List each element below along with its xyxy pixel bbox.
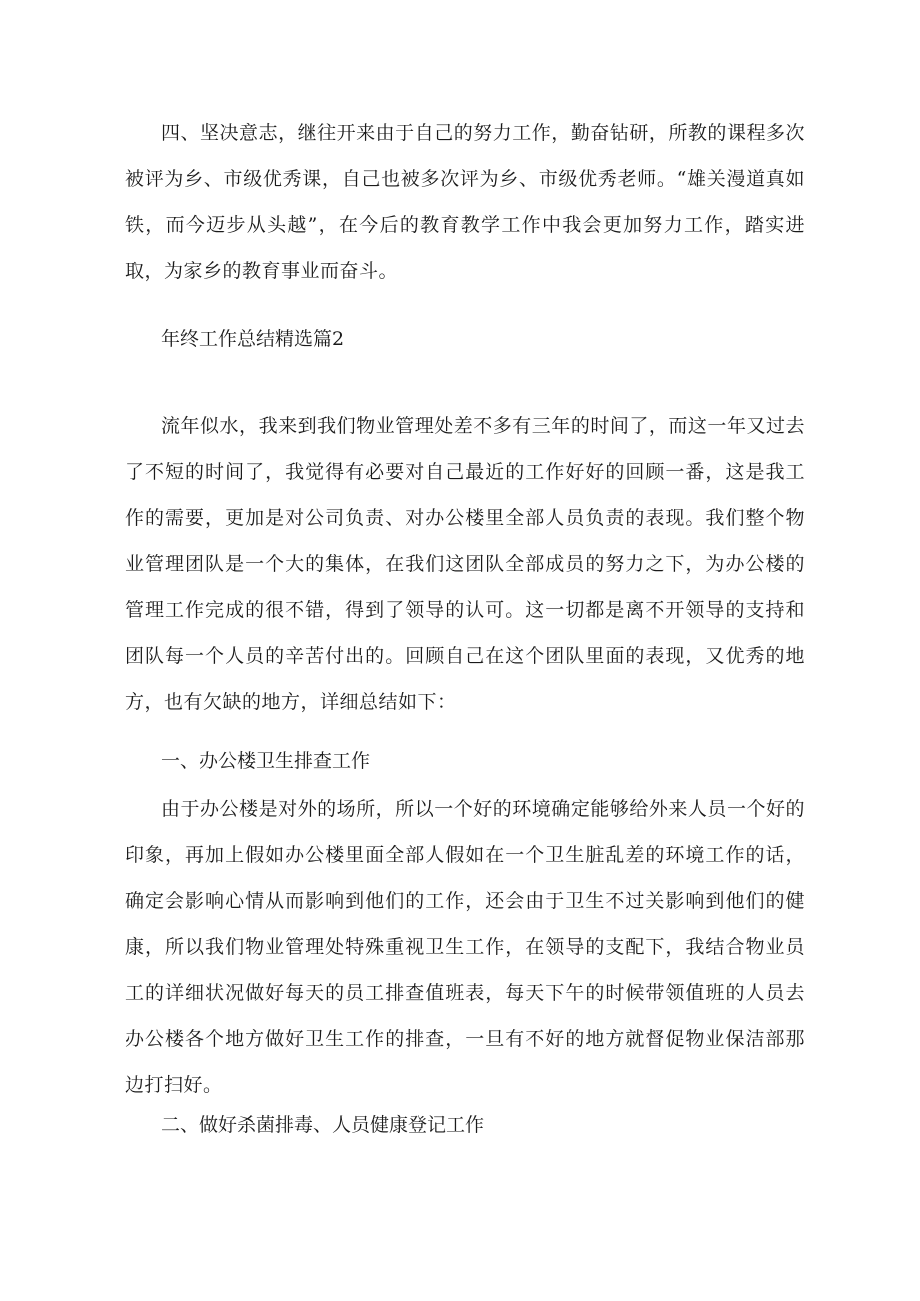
heading-one: 一、办公楼卫生排查工作 bbox=[161, 750, 371, 772]
paragraph-four: 四、坚决意志，继往开来由于自己的努力工作，勤奋钻研，所教的课程多次被评为乡、市级优秀课，自己也被多次评为乡、市级优秀老师。“雄关漫道真如铁，而今迈步从头越”，在今后的教育教学工作中我会更加努力工作，踏实进取，为家乡的教育事业而奋斗。 bbox=[125, 122, 805, 282]
section-title: 年终工作总结精选篇2 bbox=[161, 328, 345, 350]
heading-two: 二、做好杀菌排毒、人员健康登记工作 bbox=[161, 1114, 485, 1136]
intro-paragraph: 流年似水，我来到我们物业管理处差不多有三年的时间了，而这一年又过去了不短的时间了，我觉得有必要对自己最近的工作好好的回顾一番，这是我工作的需要，更加是对公司负责、对办公楼里全部人员负责的表现。我们整个物业管理团队是一个大的集体，在我们这团队全部成员的努力之下，为办公楼的管理工作完成的很不错，得到了领导的认可。这一切都是离不开领导的支持和团队每一个人员的辛苦付出的。回顾自己在这个团队里面的表现，又优秀的地方，也有欠缺的地方，详细总结如下： bbox=[125, 415, 805, 713]
paragraph-one: 由于办公楼是对外的场所，所以一个好的环境确定能够给外来人员一个好的印象，再加上假如办公楼里面全部人假如在一个卫生脏乱差的环境工作的话，确定会影响心情从而影响到他们的工作，还会由于卫生不过关影响到他们的健康，所以我们物业管理处特殊重视卫生工作，在领导的支配下，我结合物业员工的详细状况做好每天的员工排查值班表，每天下午的时候带领值班的人员去办公楼各个地方做好卫生工作的排查，一旦有不好的地方就督促物业保洁部那边打扫好。 bbox=[125, 798, 805, 1096]
